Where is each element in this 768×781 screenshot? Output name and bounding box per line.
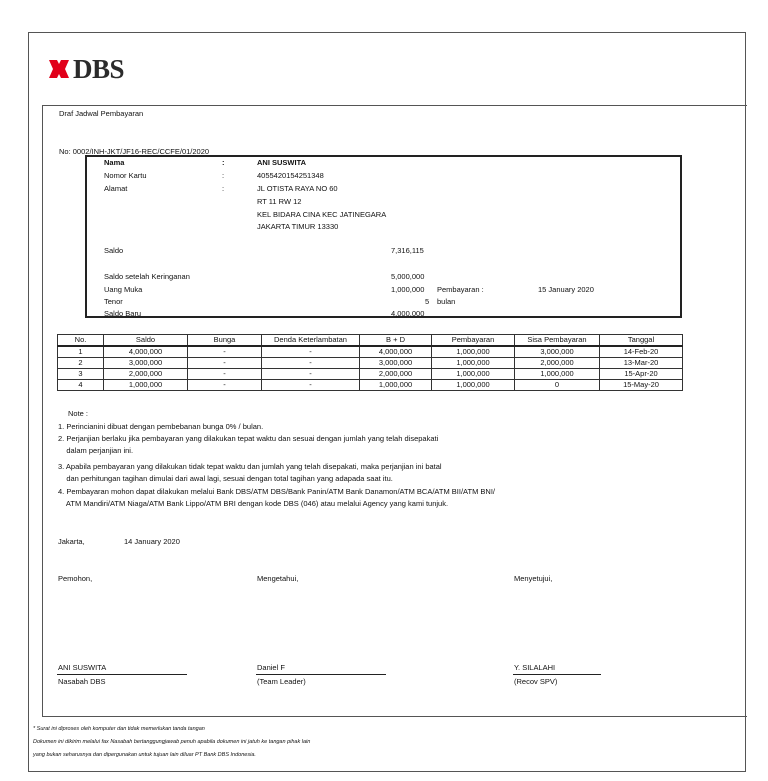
header-bunga: Bunga — [188, 335, 262, 347]
cell: 3 — [58, 369, 104, 380]
cell: - — [262, 380, 360, 391]
doc-title: Draf Jadwal Pembayaran — [59, 109, 144, 118]
header-sisa: Sisa Pembayaran — [515, 335, 600, 347]
saldo-baru-value: 4,000,000 — [391, 309, 425, 318]
cell: 1,000,000 — [515, 369, 600, 380]
cell: 3,000,000 — [360, 358, 432, 369]
cell: - — [262, 358, 360, 369]
dbs-logo-text: DBS — [73, 54, 125, 84]
cell: 1,000,000 — [104, 380, 188, 391]
alamat-line-4: JAKARTA TIMUR 13330 — [257, 222, 339, 231]
cell: 2,000,000 — [515, 358, 600, 369]
cell: 14-Feb-20 — [600, 346, 683, 358]
pemohon-name: ANI SUSWITA — [58, 663, 107, 672]
menyetujui-label: Menyetujui, — [514, 574, 553, 583]
table-row — [58, 358, 683, 369]
table-row — [58, 380, 683, 391]
alamat-line-1: JL OTISTA RAYA NO 60 — [257, 184, 338, 193]
cell: 1 — [58, 346, 104, 358]
cell: 4 — [58, 380, 104, 391]
cell: 1,000,000 — [432, 380, 515, 391]
nama-value: ANI SUSWITA — [257, 158, 307, 167]
mengetahui-role: (Team Leader) — [257, 677, 306, 686]
doc-number: No: 0002/INH-JKT/JF16-REC/CCFE/01/2020 — [59, 147, 210, 156]
place: Jakarta, — [58, 537, 85, 546]
alamat-line-3: KEL BIDARA CINA KEC JATINEGARA — [257, 210, 387, 219]
nama-sep: : — [222, 158, 225, 167]
letter-date: 14 January 2020 — [124, 537, 180, 546]
alamat-label: Alamat — [104, 184, 128, 193]
footer-line: yang bukan seharusnya dan dipergunakan untuk tujuan lain diluar PT Bank DBS Indonesia. — [33, 752, 256, 758]
cell: 2 — [58, 358, 104, 369]
menyetujui-name: Y. SILALAHI — [514, 663, 556, 672]
tenor-label: Tenor — [104, 297, 123, 306]
cell: 13-Mar-20 — [600, 358, 683, 369]
saldo-baru-label: Saldo Baru — [104, 309, 142, 318]
cell: 2,000,000 — [360, 369, 432, 380]
cell: 0 — [515, 380, 600, 391]
pembayaran-label: Pembayaran : — [437, 285, 484, 294]
cell: 4,000,000 — [104, 346, 188, 358]
cell: 15-May-20 — [600, 380, 683, 391]
note-line: dan perhitungan tagihan dimulai dari awal lagi, sesuai dengan total tagihan yang adapada saat itu. — [58, 474, 393, 483]
table-row — [58, 346, 683, 358]
cell: 4,000,000 — [360, 346, 432, 358]
saldo-label: Saldo — [104, 246, 124, 255]
cell: - — [262, 346, 360, 358]
note-line: 3. Apabila pembayaran yang dilakukan tidak tepat waktu dan jumlah yang telah disepakati, maka perjanjian ini batal — [58, 462, 442, 471]
cell: 1,000,000 — [360, 380, 432, 391]
cell: - — [188, 369, 262, 380]
menyetujui-sign-line — [513, 674, 601, 675]
pembayaran-date: 15 January 2020 — [538, 285, 594, 294]
tenor-unit: bulan — [437, 297, 456, 306]
kartu-sep: : — [222, 171, 225, 180]
note-line: ATM Mandiri/ATM Niaga/ATM Bank Lippo/ATM BRI dengan kode DBS (046) atau melalui Agency yang kami tunjuk. — [58, 499, 449, 508]
cell: - — [188, 358, 262, 369]
cell: 3,000,000 — [515, 346, 600, 358]
cell: 2,000,000 — [104, 369, 188, 380]
footer-line: * Surat ini diproses oleh komputer dan tidak memerlukan tanda tangan — [33, 726, 205, 732]
nama-label: Nama — [104, 158, 125, 167]
setelah-label: Saldo setelah Keringanan — [104, 272, 190, 281]
header-pembayaran: Pembayaran — [432, 335, 515, 347]
payment-schedule-table — [57, 334, 683, 391]
cell: - — [262, 369, 360, 380]
mengetahui-label: Mengetahui, — [257, 574, 299, 583]
header-tanggal: Tanggal — [600, 335, 683, 347]
table-header-row — [58, 335, 683, 347]
cell: 3,000,000 — [104, 358, 188, 369]
note-line: 2. Perjanjian berlaku jika pembayaran yang dilakukan tepat waktu dan sesuai dengan jumlah yang telah disepakati — [58, 434, 439, 443]
notes-title: Note : — [68, 409, 89, 418]
cell: - — [188, 380, 262, 391]
kartu-value: 4055420154251348 — [257, 171, 324, 180]
mengetahui-sign-line — [256, 674, 386, 675]
note-line: 1. Perincianini dibuat dengan pembebanan bunga 0% / bulan. — [58, 422, 264, 431]
header-saldo: Saldo — [104, 335, 188, 347]
uang-muka-value: 1,000,000 — [391, 285, 425, 294]
menyetujui-role: (Recov SPV) — [514, 677, 558, 686]
cell: 1,000,000 — [432, 369, 515, 380]
dbs-logo-mark-icon — [47, 58, 71, 80]
note-line: 4. Pembayaran mohon dapat dilakukan melalui Bank DBS/ATM DBS/Bank Panin/ATM Bank Danamon/ATM BCA/ATM BII/ATM BNI/ — [58, 487, 495, 496]
uang-muka-label: Uang Muka — [104, 285, 143, 294]
table-row — [58, 369, 683, 380]
header-no: No. — [58, 335, 104, 347]
cell: - — [188, 346, 262, 358]
alamat-line-2: RT 11 RW 12 — [257, 197, 302, 206]
mengetahui-name: Daniel F — [257, 663, 285, 672]
cell: 15-Apr-20 — [600, 369, 683, 380]
pemohon-label: Pemohon, — [58, 574, 93, 583]
saldo-value: 7,316,115 — [391, 246, 424, 255]
kartu-label: Nomor Kartu — [104, 171, 147, 180]
header-bd: B + D — [360, 335, 432, 347]
cell: 1,000,000 — [432, 358, 515, 369]
cell: 1,000,000 — [432, 346, 515, 358]
header-denda: Denda Keterlambatan — [262, 335, 360, 347]
tenor-value: 5 — [425, 297, 430, 306]
pemohon-role: Nasabah DBS — [58, 677, 106, 686]
note-line: dalam perjanjian ini. — [58, 446, 134, 455]
alamat-sep: : — [222, 184, 225, 193]
footer-line: Dokumen ini dikirim melalui fax Nasabah bertanggungjawab penuh apabila dokumen ini jatuh ke tangan pihak lain — [33, 739, 311, 745]
pemohon-sign-line — [57, 674, 187, 675]
setelah-value: 5,000,000 — [391, 272, 425, 281]
